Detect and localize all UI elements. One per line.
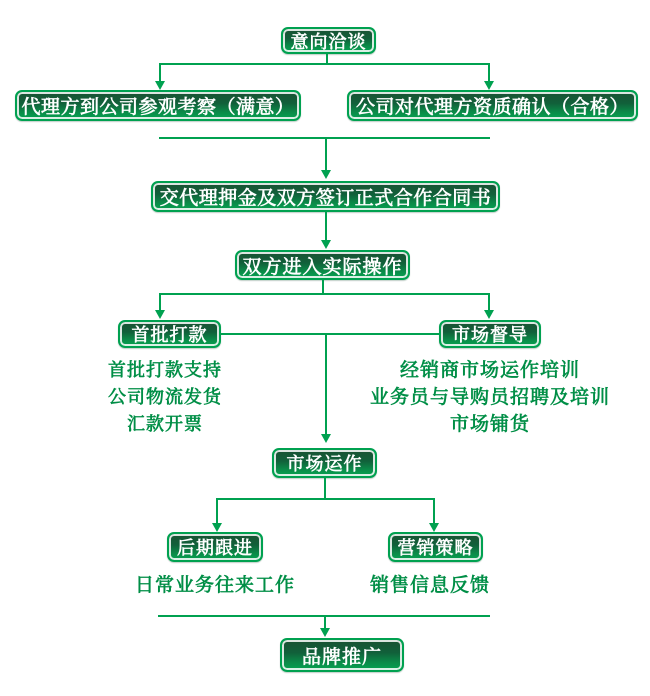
node-actual-operation: 双方进入实际操作 — [235, 250, 410, 280]
note-line: 首批打款支持 — [108, 360, 222, 380]
arrowhead-to-marketing-strategy — [429, 523, 439, 532]
note-line: 日常业务往来工作 — [134, 575, 295, 596]
connector-split3-right — [433, 498, 435, 523]
node-intent-talk: 意向洽谈 — [281, 27, 376, 54]
note-marketing-strategy — [330, 572, 530, 599]
note-line: 业务员与导购员招聘及培训 — [369, 387, 610, 408]
note-market-supervision — [368, 357, 612, 438]
node-follow-up: 后期跟进 — [167, 532, 263, 562]
connector-split3-horizontal — [216, 498, 434, 500]
node-qualification-check: 公司对代理方资质确认（合格） — [347, 90, 638, 121]
connector-merge1-vertical — [325, 137, 327, 170]
arrowhead-to-first-payment — [155, 310, 165, 319]
connector-split2-left — [159, 293, 161, 310]
note-follow-up — [115, 572, 315, 599]
node-brand-promotion: 品牌推广 — [280, 638, 404, 672]
arrowhead-to-qualification-check — [484, 81, 494, 90]
connector-split2-right — [488, 293, 490, 310]
arrowhead-to-actual-operation — [321, 240, 331, 249]
connector-split2-horizontal — [159, 293, 490, 295]
connector-split1-horizontal — [159, 63, 490, 65]
connector-split1-right — [488, 63, 490, 81]
note-line: 销售信息反馈 — [369, 575, 490, 596]
connector-bridge-horizontal — [221, 333, 439, 335]
node-market-operation: 市场运作 — [272, 448, 377, 478]
note-first-payment — [45, 357, 285, 438]
arrowhead-to-brand-promotion — [320, 628, 330, 637]
arrowhead-to-market-supervision — [484, 310, 494, 319]
connector-bridge-vertical — [325, 333, 327, 434]
arrowhead-to-deposit-contract — [321, 170, 331, 179]
node-agent-visit: 代理方到公司参观考察（满意） — [15, 90, 301, 121]
connector-split2-stub — [322, 280, 324, 294]
connector-merge2-vertical — [324, 615, 326, 628]
connector-split3-stub — [324, 478, 326, 499]
connector-split1-left — [159, 63, 161, 81]
note-line: 汇款开票 — [127, 414, 203, 434]
node-first-payment: 首批打款 — [118, 320, 221, 348]
note-line: 经销商市场运作培训 — [399, 360, 580, 381]
node-deposit-contract: 交代理押金及双方签订正式合作合同书 — [151, 181, 500, 212]
note-line: 公司物流发货 — [108, 387, 222, 407]
node-marketing-strategy: 营销策略 — [388, 532, 483, 562]
arrowhead-to-agent-visit — [155, 81, 165, 90]
node-market-supervision: 市场督导 — [439, 320, 541, 348]
connector-seq1-vertical — [325, 212, 327, 240]
arrowhead-to-follow-up — [212, 523, 222, 532]
connector-split3-left — [216, 498, 218, 523]
note-line: 市场铺货 — [449, 414, 530, 435]
arrowhead-to-market-operation — [321, 434, 331, 443]
